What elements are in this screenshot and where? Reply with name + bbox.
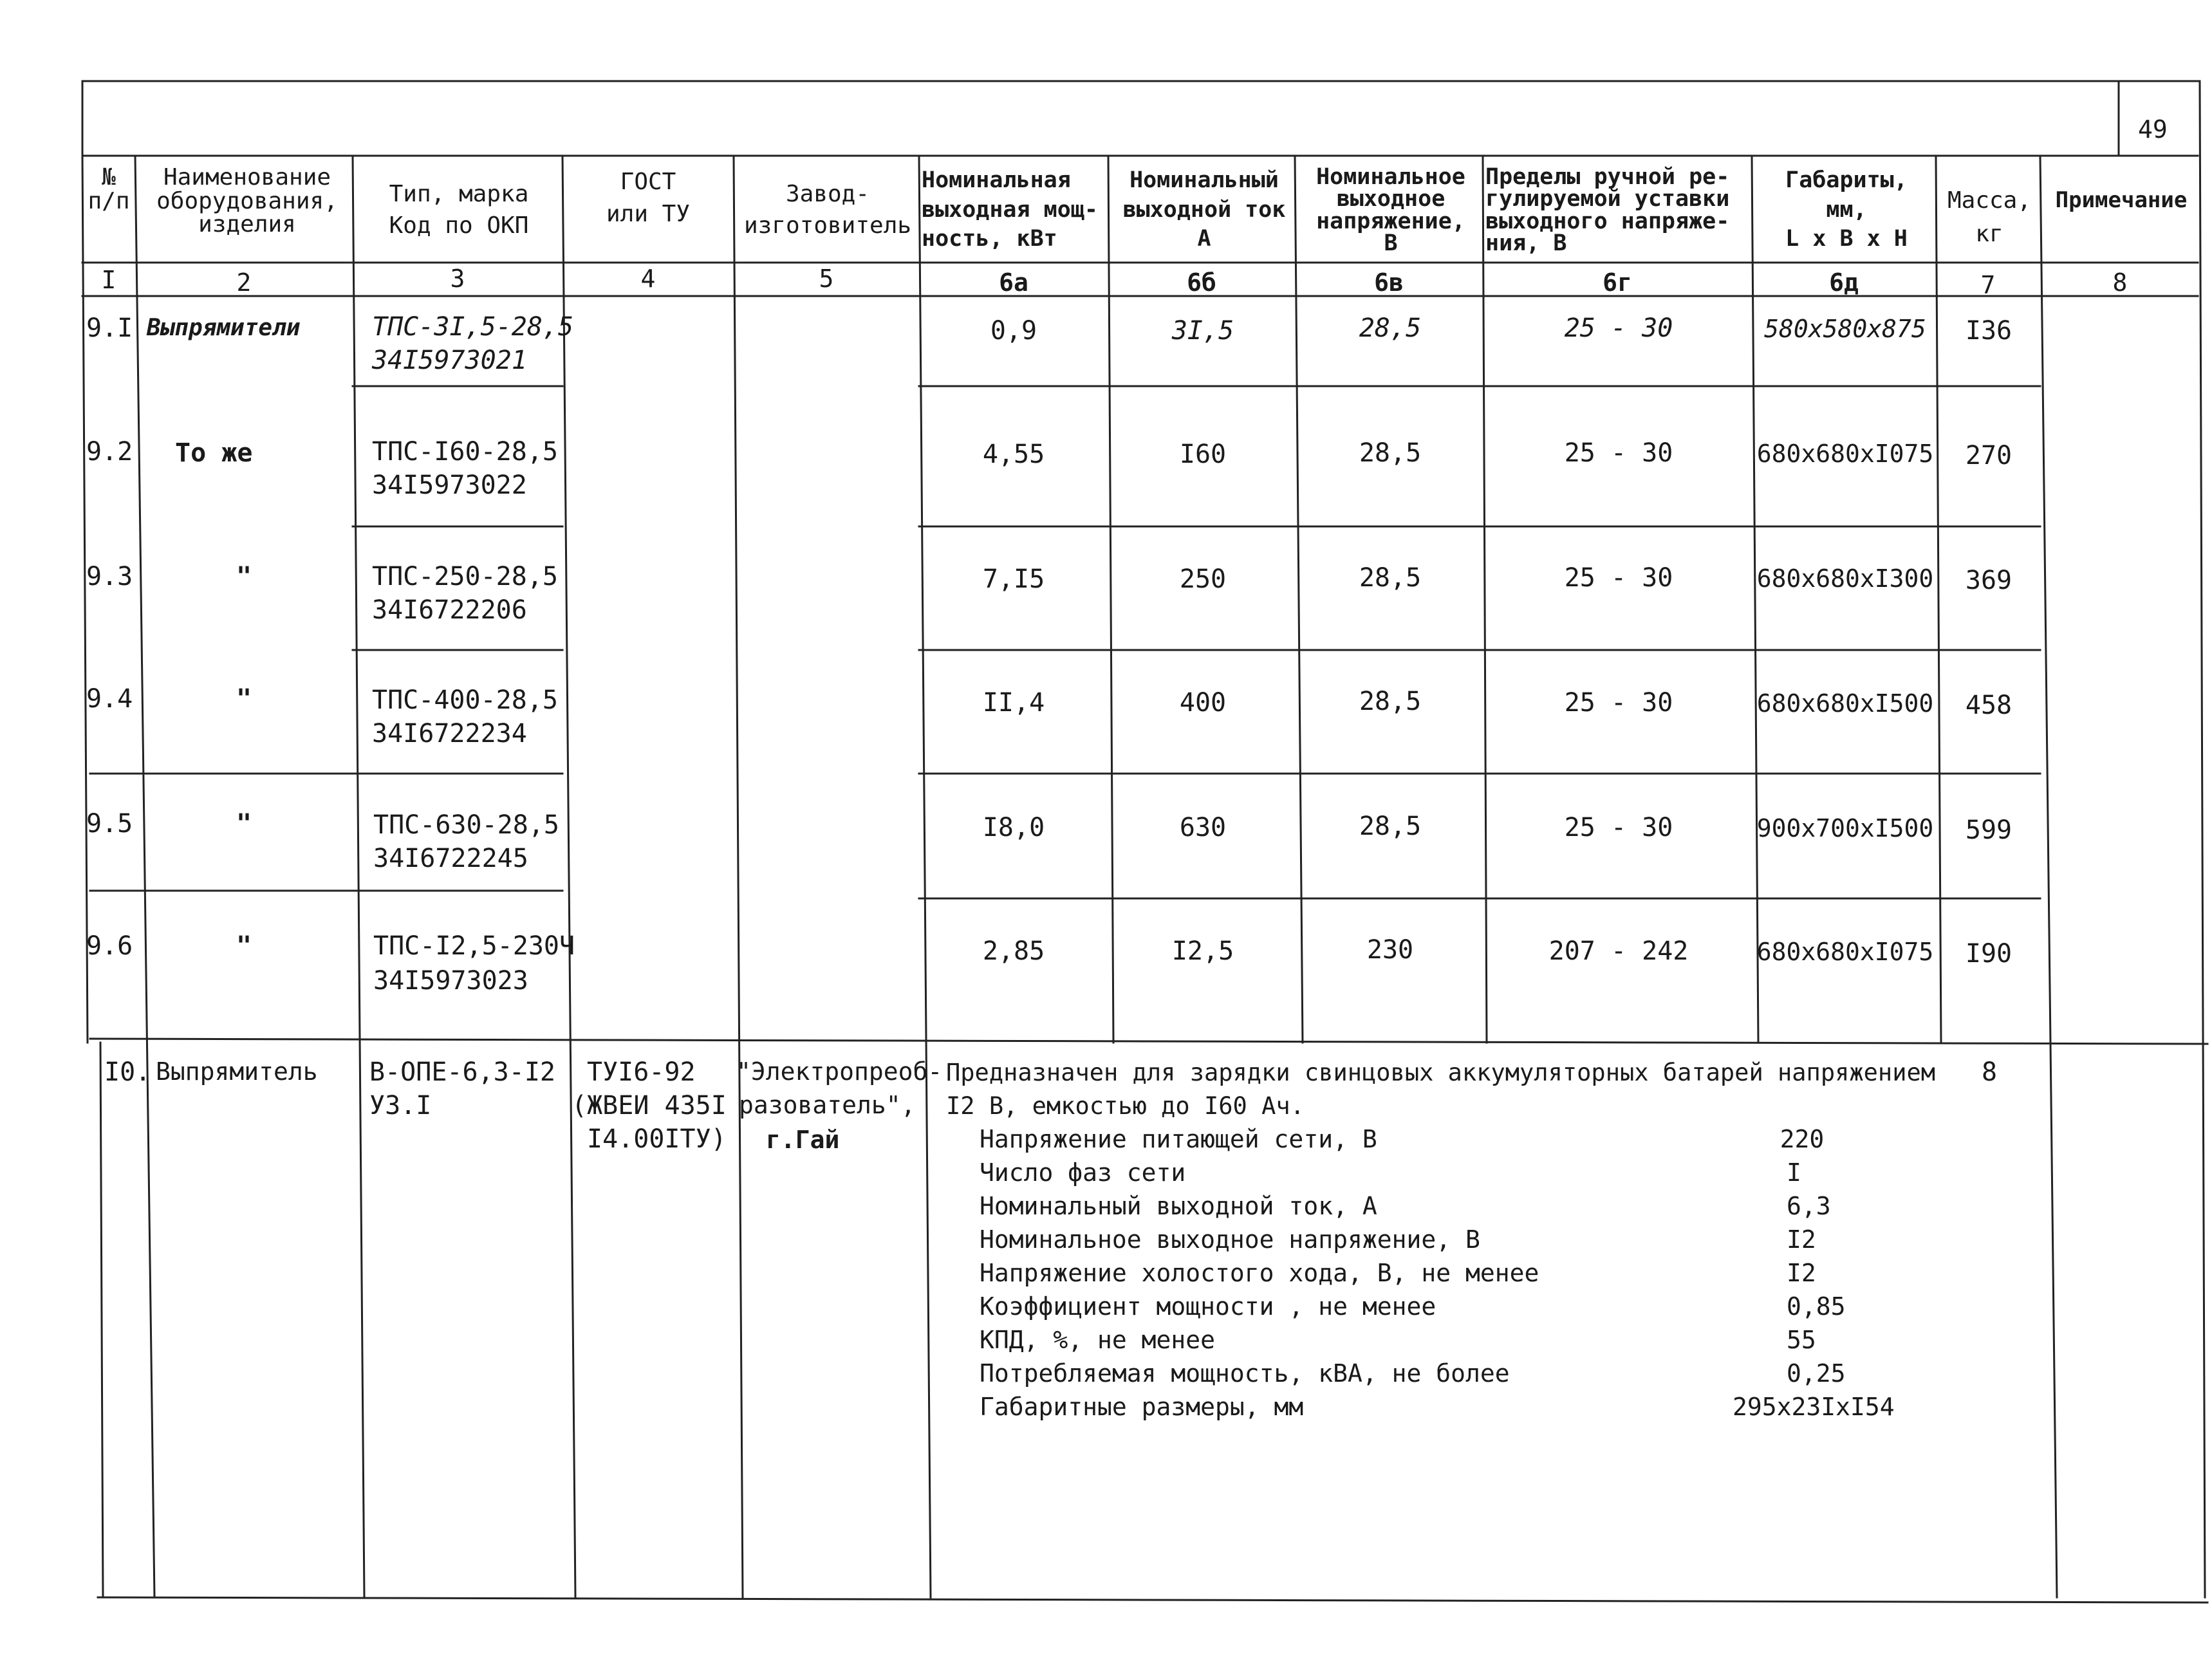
param-label: Напряжение холостого хода, В, не менее [980,1259,1539,1287]
row-code: 34I5973021 [372,346,527,375]
col-number-6b: 6б [1187,268,1216,297]
row-range: 25 - 30 [1564,438,1673,468]
row-name: " [236,562,252,591]
header-col-range: Пределы ручной ре- гулируемой уставки выходного напряже- ния, В [1485,164,1730,256]
row-name: " [236,684,252,714]
header-col-name: Наименование оборудования, изделия [156,164,338,238]
param-value: 6,3 [1787,1192,1831,1220]
row-voltage: 28,5 [1359,563,1422,593]
param-value: 220 [1780,1125,1825,1153]
header-col-voltage: Номинальное выходное напряжение, В [1316,164,1465,256]
param-label: Номинальное выходное напряжение, В [980,1225,1480,1254]
page-number: 49 [2138,115,2168,144]
col-number-2: 2 [236,268,252,297]
row-dims: 680x680xI075 [1756,938,1934,966]
row-power: 2,85 [982,936,1045,966]
row-mass: 270 [1965,441,2012,470]
row-type: ТПС-400-28,5 [372,685,558,715]
row-dims: 900x700xI500 [1756,814,1934,842]
row-code: 34I6722206 [372,595,527,625]
row-power: II,4 [982,688,1045,718]
row-dims: 680x680xI075 [1756,440,1934,468]
row-range: 25 - 30 [1564,313,1673,343]
row-power: I8,0 [982,813,1045,842]
param-label: Коэффициент мощности , не менее [980,1292,1436,1321]
row-name: То же [175,438,253,468]
header-col-dims: Габариты, мм, L x B x H [1785,167,1908,252]
row-current: I60 [1179,440,1227,469]
row-current: 3I,5 [1171,316,1234,346]
param-label: Число фаз сети [980,1158,1186,1187]
row-mass: I36 [1965,316,2012,346]
header-col-maker: Завод- изготовитель [743,181,912,239]
row-number: 9.4 [86,684,133,714]
header-col-note: Примечание [2055,187,2188,213]
row-current: 250 [1179,564,1227,594]
row-number: 9.6 [86,931,133,961]
col-number-1: I [101,266,116,294]
row-voltage: 28,5 [1359,812,1422,841]
row-power: 4,55 [982,440,1045,469]
row10-number: I0. [104,1057,151,1087]
col-number-7: 7 [1980,271,1996,299]
row-dims: 680x680xI500 [1756,689,1934,718]
col-number-6g: 6г [1603,268,1632,297]
row-number: 9.5 [86,809,133,839]
header-col-power: Номинальная выходная мощ- ность, кВт [922,167,1098,252]
header-col-current: Номинальный выходной ток А [1122,167,1286,252]
col-number-6a: 6а [999,268,1028,297]
row-number: 9.3 [86,562,133,591]
header-col-number: № п/п [88,164,130,214]
row-dims: 680x680xI300 [1756,564,1934,593]
row10-mass: 8 [1981,1057,1998,1087]
row10-gost-line1: ТУI6-92 [587,1057,696,1087]
row-range: 25 - 30 [1564,688,1673,718]
col-number-6d: 6д [1829,268,1859,297]
row-name: " [236,809,252,839]
row-number: 9.2 [86,437,133,467]
row-power: 7,I5 [982,564,1045,594]
param-value: I [1787,1158,1801,1187]
param-value: 0,85 [1787,1292,1846,1321]
row10-maker-line1: "Электропреоб- [736,1057,943,1086]
param-label: Напряжение питающей сети, В [980,1125,1377,1153]
row-voltage: 28,5 [1359,438,1422,468]
row-mass: I90 [1965,939,2012,969]
row-type: ТПС-I60-28,5 [372,437,558,467]
row-range: 25 - 30 [1564,563,1673,593]
col-number-4: 4 [640,265,656,293]
row10-type-line1: В-ОПЕ-6,3-I2 [369,1057,555,1087]
header-col-mass: Масса, кг [1947,187,2032,248]
row-code: 34I5973023 [373,966,528,996]
row-range: 25 - 30 [1564,813,1673,842]
row10-type-line2: У3.I [369,1091,432,1120]
row-code: 34I5973022 [372,470,527,500]
row-number: 9.I [86,313,133,343]
row10-description-line2: I2 В, емкостью до I60 Ач. [946,1092,1305,1120]
col-number-6v: 6в [1374,268,1404,297]
row-voltage: 230 [1366,935,1414,965]
param-value: I2 [1787,1225,1816,1254]
header-col-type: Тип, марка Код по ОКП [389,181,529,239]
row10-name: Выпрямитель [156,1057,318,1086]
row-range: 207 - 242 [1548,936,1689,966]
row-type: ТПС-3I,5-28,5 [372,312,574,342]
row-code: 34I6722234 [372,719,527,748]
row-type: ТПС-630-28,5 [373,810,559,840]
param-label: Потребляемая мощность, кВА, не более [980,1359,1510,1388]
param-label: Номинальный выходной ток, А [980,1192,1377,1220]
row-mass: 369 [1965,566,2012,595]
row10-maker-line3: г.Гай [766,1126,840,1154]
row-voltage: 28,5 [1359,313,1422,343]
row10-gost-line3: I4.00IТУ) [587,1124,727,1154]
row-mass: 599 [1965,815,2012,845]
header-col-gost: ГОСТ или ТУ [606,169,691,228]
row-voltage: 28,5 [1359,687,1422,716]
row-name: Выпрямители [147,315,301,341]
row-dims: 580x580x875 [1764,315,1926,343]
row-name: " [236,931,252,961]
row-mass: 458 [1965,691,2012,720]
row-power: 0,9 [990,316,1037,346]
row10-maker-line2: разователь", [739,1091,916,1119]
col-number-8: 8 [2112,268,2128,297]
row-current: 400 [1179,688,1227,718]
row-current: 630 [1179,813,1227,842]
param-value: 55 [1787,1326,1816,1354]
row-type: ТПС-250-28,5 [372,562,558,591]
col-number-5: 5 [819,265,834,293]
param-value: 295x23IxI54 [1733,1393,1895,1421]
row-current: I2,5 [1171,936,1234,966]
param-value: 0,25 [1787,1359,1846,1388]
row10-gost-line2: (ЖВЕИ 435I [572,1091,727,1120]
param-value: I2 [1787,1259,1816,1287]
param-label: КПД, %, не менее [980,1326,1216,1354]
row-code: 34I6722245 [373,844,528,873]
col-number-3: 3 [450,265,465,293]
param-label: Габаритные размеры, мм [980,1393,1304,1421]
row10-description-line1: Предназначен для зарядки свинцовых аккумуляторных батарей напряжением [946,1059,1936,1086]
row-type: ТПС-I2,5-230Ч [373,931,575,961]
